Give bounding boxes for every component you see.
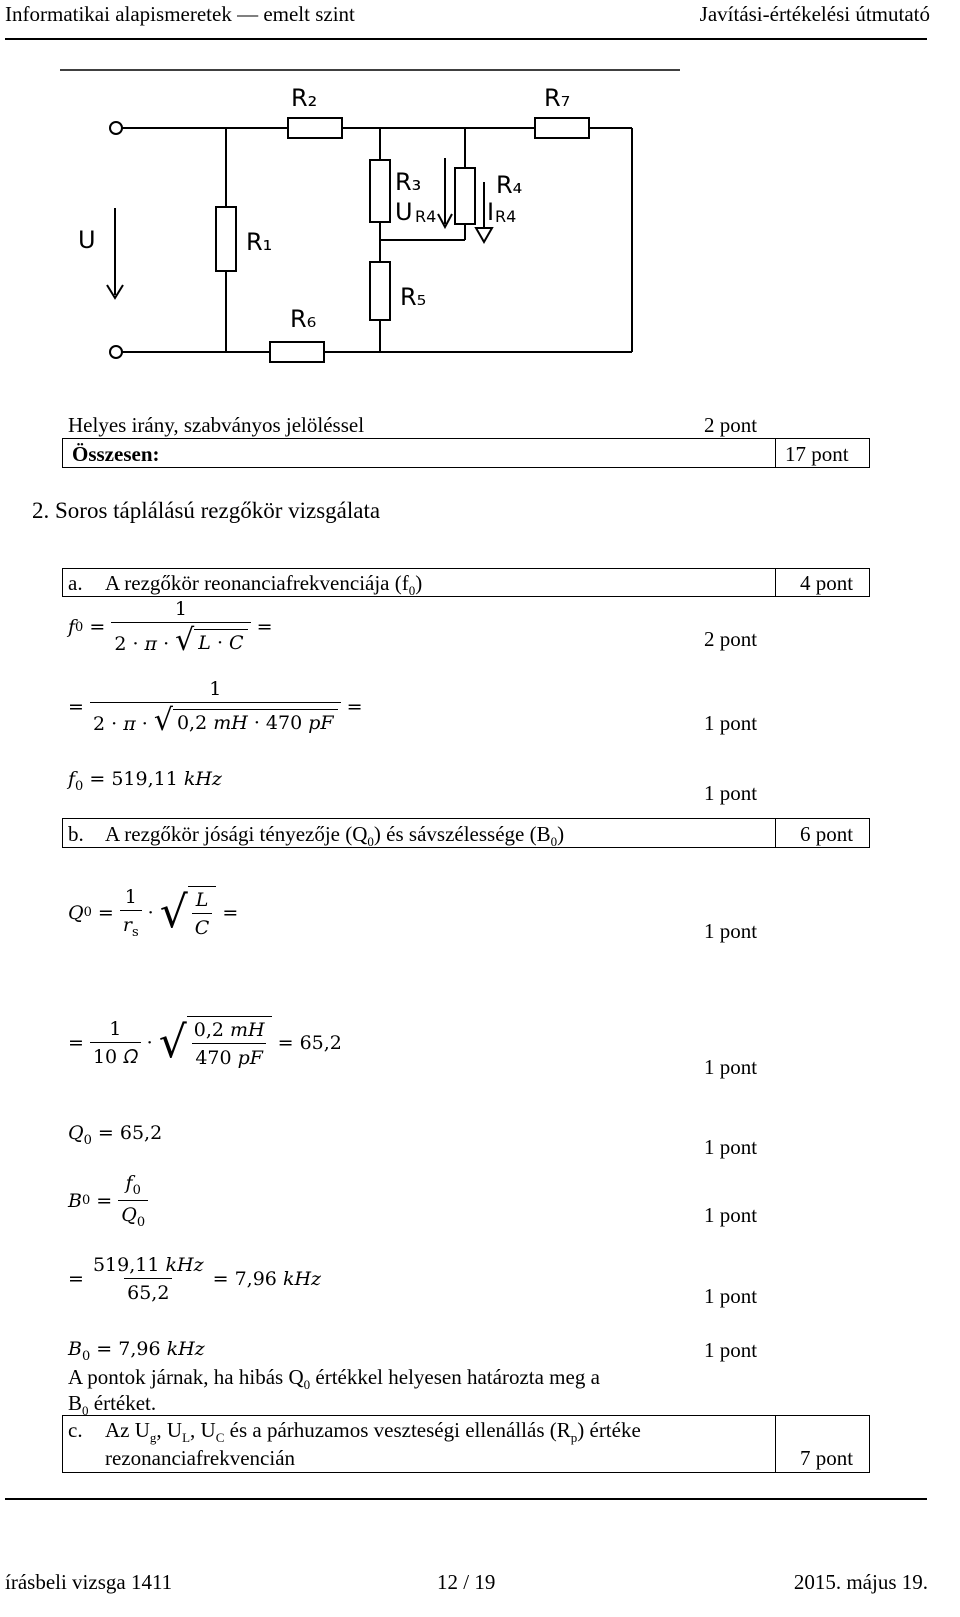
c-t4: és a párhuzamos veszteségi ellenállás (R xyxy=(224,1418,571,1442)
b-eq2-L: 0,2 𝑚𝐻 xyxy=(193,1019,265,1041)
b-text xyxy=(105,822,564,850)
label-UR4-sub: R4 xyxy=(415,207,437,226)
b-text-mid: ) és sávszélessége (B xyxy=(373,822,551,846)
b-p4: 1 pont xyxy=(704,1203,758,1227)
footer-center: 12 / 19 xyxy=(437,1570,496,1594)
label-IR4: I xyxy=(487,198,495,226)
a-eq2-L: 0,2 𝑚𝐻 xyxy=(176,711,248,734)
c-label: c. xyxy=(68,1418,83,1442)
b-points: 6 pont xyxy=(800,822,854,846)
a-text xyxy=(105,571,422,599)
a-eq2-points: 1 pont xyxy=(704,711,758,735)
a-text-pre: A rezgőkör reonanciafrekvenciája (f xyxy=(105,571,409,595)
c-s4: p xyxy=(570,1430,578,1446)
label-R4: R₄ xyxy=(496,171,523,199)
a-eq2: = 1 2 · π · √ 0,2 𝑚𝐻 · 470 𝑝𝐹 = xyxy=(68,678,363,738)
b-text-post: ) xyxy=(557,822,565,846)
b-text-sub-q: 0 xyxy=(367,834,374,850)
label-R2: R₂ xyxy=(291,84,318,112)
c-t2: , U xyxy=(156,1418,183,1442)
b-eq2: = $\frac{1}{\text{10 𝛺}}$ · √ $\frac{\text{0,2 𝑚𝐻}}{\text{470 𝑝𝐹}}$ = 65,2 xyxy=(68,1016,342,1069)
b-label: b. xyxy=(68,822,84,846)
b-eq5-den: 65,2 xyxy=(124,1278,172,1304)
b-note2-pre: B xyxy=(68,1391,83,1415)
a-eq1: f 0 = 1 2 · π · √ L · C = xyxy=(68,598,273,658)
b-eq4: B 0 = $\frac{f_0}{Q_0}$ xyxy=(68,1172,148,1230)
header-rule xyxy=(5,38,927,40)
circuit-diagram xyxy=(60,60,680,370)
c-s1: g xyxy=(149,1430,157,1446)
c-t1: Az U xyxy=(105,1418,150,1442)
b-eq6: $B_0 = 7,96$ 𝑘𝐻𝑧 xyxy=(68,1338,205,1364)
b-p1: 1 pont xyxy=(704,919,758,943)
b-p3: 1 pont xyxy=(704,1135,758,1159)
direction-line: Helyes irány, szabványos jelöléssel xyxy=(68,413,365,437)
section-title: 2. Soros táplálású rezgőkör vizsgálata xyxy=(32,498,381,523)
header-right: Javítási-értékelési útmutató xyxy=(699,2,930,26)
a-points: 4 pont xyxy=(800,571,854,595)
b-p6: 1 pont xyxy=(704,1338,758,1362)
b-eq5-result: 7,96 𝑘𝐻𝑧 xyxy=(234,1268,322,1290)
b-note2-post: értéket. xyxy=(88,1391,157,1415)
a-eq1-points: 2 pont xyxy=(704,627,758,651)
b-note-line1 xyxy=(68,1365,600,1393)
b-eq5: = $\frac{\text{519,11 𝑘𝐻𝑧}}{65,2}$ = 7,96 𝑘𝐻𝑧 xyxy=(68,1254,322,1304)
b-eq2-C: 470 𝑝𝐹 xyxy=(192,1043,266,1069)
footer-right: 2015. május 19. xyxy=(793,1570,928,1594)
total-label: Összesen: xyxy=(72,442,160,466)
a-eq3-points: 1 pont xyxy=(704,781,758,805)
label-R6: R₆ xyxy=(290,305,317,333)
c-s2: L xyxy=(182,1430,191,1446)
label-R7: R₇ xyxy=(544,84,571,112)
a-eq3: $f_0 = 519,11$ 𝑘𝐻𝑧 xyxy=(68,768,222,794)
b-eq1: Q 0 = $\frac{1}{r_s}$ · √ $\frac{L}{C}$ = xyxy=(68,886,239,940)
c-points: 7 pont xyxy=(800,1446,854,1470)
b-p2: 1 pont xyxy=(704,1055,758,1079)
header-left: Informatikai alapismeretek — emelt szint xyxy=(5,2,355,26)
a-eq3-value: 519,11 𝑘𝐻𝑧 xyxy=(111,768,222,790)
label-IR4-sub: R4 xyxy=(495,207,517,226)
total-row xyxy=(62,438,870,468)
label-UR4: U xyxy=(395,198,413,226)
b-note-pre: A pontok járnak, ha hibás Q xyxy=(68,1365,304,1389)
b-text-pre: A rezgőkör jósági tényezője (Q xyxy=(105,822,368,846)
b-note2-sub: 0 xyxy=(82,1403,89,1419)
a-text-sub: 0 xyxy=(408,583,416,599)
b-eq3: $Q_0 = 65,2$ xyxy=(68,1122,163,1148)
label-R5: R₅ xyxy=(400,283,427,311)
b-note-post: értékkel helyesen határozta meg a xyxy=(310,1365,600,1389)
direction-points: 2 pont xyxy=(704,413,758,437)
b-eq6-value: 7,96 𝑘𝐻𝑧 xyxy=(118,1338,205,1360)
c-text xyxy=(105,1418,641,1446)
label-R1: R₁ xyxy=(246,228,273,256)
label-R3: R₃ xyxy=(395,168,422,196)
b-text-sub-b: 0 xyxy=(550,834,558,850)
b-eq3-value: 65,2 xyxy=(119,1122,163,1144)
c-s3: C xyxy=(215,1430,225,1446)
footer-left: írásbeli vizsga 1411 xyxy=(5,1570,173,1594)
a-eq2-C: 470 𝑝𝐹 xyxy=(265,711,334,734)
b-note-sub: 0 xyxy=(303,1377,311,1393)
c-t3: , U xyxy=(190,1418,216,1442)
c-text-line2: rezonanciafrekvencián xyxy=(105,1446,296,1470)
a-text-post: ) xyxy=(415,571,423,595)
b-eq5-num: 519,11 𝑘𝐻𝑧 xyxy=(92,1254,204,1276)
total-points: 17 pont xyxy=(785,442,849,466)
b-eq2-den: 10 𝛺 xyxy=(90,1042,141,1068)
label-U: U xyxy=(78,226,96,254)
footer-rule xyxy=(5,1498,927,1500)
c-t5: ) értéke xyxy=(577,1418,641,1442)
a-label: a. xyxy=(68,571,83,595)
b-eq2-result: 65,2 xyxy=(299,1031,342,1054)
b-p5: 1 pont xyxy=(704,1284,758,1308)
